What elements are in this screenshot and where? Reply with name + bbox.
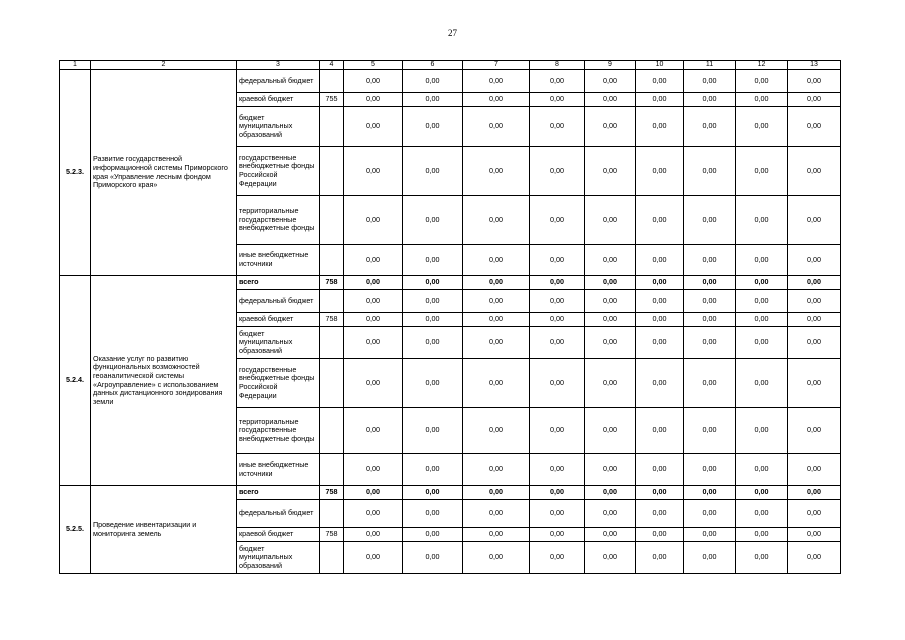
amount-cell: 0,00 <box>530 528 585 542</box>
amount-cell: 0,00 <box>788 359 841 408</box>
funding-source: федеральный бюджет <box>237 290 320 313</box>
page-number: 27 <box>448 28 457 38</box>
amount-cell: 0,00 <box>530 408 585 454</box>
column-number-cell: 3 <box>237 61 320 70</box>
amount-cell: 0,00 <box>344 276 403 290</box>
amount-cell: 0,00 <box>684 408 736 454</box>
amount-cell: 0,00 <box>403 359 463 408</box>
column-number-row <box>60 61 841 70</box>
grbs-code <box>320 147 344 196</box>
amount-cell: 0,00 <box>530 147 585 196</box>
amount-cell: 0,00 <box>530 542 585 574</box>
funding-source: всего <box>237 486 320 500</box>
amount-cell: 0,00 <box>585 196 636 245</box>
column-number-cell: 5 <box>344 61 403 70</box>
amount-cell: 0,00 <box>736 454 788 486</box>
amount-cell: 0,00 <box>344 528 403 542</box>
amount-cell: 0,00 <box>530 327 585 359</box>
funding-source: бюджет муниципальных образований <box>237 542 320 574</box>
amount-cell: 0,00 <box>684 290 736 313</box>
amount-cell: 0,00 <box>530 500 585 528</box>
amount-cell: 0,00 <box>585 245 636 276</box>
measure-code: 5.2.5. <box>60 486 91 574</box>
amount-cell: 0,00 <box>585 70 636 93</box>
amount-cell: 0,00 <box>344 290 403 313</box>
amount-cell: 0,00 <box>403 245 463 276</box>
funding-source: территориальные государственные внебюджетные фонды <box>237 408 320 454</box>
amount-cell: 0,00 <box>736 147 788 196</box>
column-number-cell: 13 <box>788 61 841 70</box>
amount-cell: 0,00 <box>463 276 530 290</box>
amount-cell: 0,00 <box>463 486 530 500</box>
table-row <box>60 70 841 93</box>
table-body <box>60 61 841 574</box>
column-number-cell: 12 <box>736 61 788 70</box>
funding-source: федеральный бюджет <box>237 500 320 528</box>
amount-cell: 0,00 <box>736 486 788 500</box>
amount-cell: 0,00 <box>636 359 684 408</box>
amount-cell: 0,00 <box>530 93 585 107</box>
amount-cell: 0,00 <box>684 70 736 93</box>
amount-cell: 0,00 <box>684 313 736 327</box>
amount-cell: 0,00 <box>736 327 788 359</box>
column-number-cell: 1 <box>60 61 91 70</box>
amount-cell: 0,00 <box>636 147 684 196</box>
amount-cell: 0,00 <box>463 147 530 196</box>
amount-cell: 0,00 <box>636 542 684 574</box>
amount-cell: 0,00 <box>636 327 684 359</box>
amount-cell: 0,00 <box>684 245 736 276</box>
grbs-code <box>320 290 344 313</box>
amount-cell: 0,00 <box>736 528 788 542</box>
amount-cell: 0,00 <box>736 500 788 528</box>
amount-cell: 0,00 <box>403 107 463 147</box>
amount-cell: 0,00 <box>463 93 530 107</box>
amount-cell: 0,00 <box>636 454 684 486</box>
amount-cell: 0,00 <box>636 93 684 107</box>
amount-cell: 0,00 <box>530 359 585 408</box>
amount-cell: 0,00 <box>684 454 736 486</box>
column-number-cell: 11 <box>684 61 736 70</box>
grbs-code <box>320 408 344 454</box>
grbs-code <box>320 196 344 245</box>
amount-cell: 0,00 <box>344 454 403 486</box>
amount-cell: 0,00 <box>585 500 636 528</box>
amount-cell: 0,00 <box>585 454 636 486</box>
amount-cell: 0,00 <box>636 408 684 454</box>
amount-cell: 0,00 <box>463 313 530 327</box>
amount-cell: 0,00 <box>736 93 788 107</box>
amount-cell: 0,00 <box>636 196 684 245</box>
amount-cell: 0,00 <box>344 500 403 528</box>
amount-cell: 0,00 <box>530 290 585 313</box>
amount-cell: 0,00 <box>788 93 841 107</box>
amount-cell: 0,00 <box>403 327 463 359</box>
amount-cell: 0,00 <box>788 486 841 500</box>
amount-cell: 0,00 <box>463 408 530 454</box>
amount-cell: 0,00 <box>344 359 403 408</box>
grbs-code <box>320 542 344 574</box>
amount-cell: 0,00 <box>788 276 841 290</box>
amount-cell: 0,00 <box>344 313 403 327</box>
amount-cell: 0,00 <box>684 528 736 542</box>
amount-cell: 0,00 <box>736 276 788 290</box>
amount-cell: 0,00 <box>463 290 530 313</box>
amount-cell: 0,00 <box>636 245 684 276</box>
funding-source: бюджет муниципальных образований <box>237 107 320 147</box>
amount-cell: 0,00 <box>788 528 841 542</box>
amount-cell: 0,00 <box>636 276 684 290</box>
funding-source: иные внебюджетные источники <box>237 454 320 486</box>
amount-cell: 0,00 <box>788 542 841 574</box>
column-number-cell: 4 <box>320 61 344 70</box>
amount-cell: 0,00 <box>684 276 736 290</box>
amount-cell: 0,00 <box>403 454 463 486</box>
amount-cell: 0,00 <box>463 327 530 359</box>
amount-cell: 0,00 <box>463 245 530 276</box>
amount-cell: 0,00 <box>636 70 684 93</box>
amount-cell: 0,00 <box>684 327 736 359</box>
amount-cell: 0,00 <box>636 500 684 528</box>
amount-cell: 0,00 <box>344 93 403 107</box>
grbs-code <box>320 359 344 408</box>
amount-cell: 0,00 <box>585 276 636 290</box>
table-row <box>60 276 841 290</box>
amount-cell: 0,00 <box>403 313 463 327</box>
measure-code: 5.2.4. <box>60 276 91 486</box>
grbs-code: 758 <box>320 313 344 327</box>
funding-source: государственные внебюджетные фонды Российской Федерации <box>237 359 320 408</box>
grbs-code <box>320 70 344 93</box>
grbs-code: 758 <box>320 276 344 290</box>
amount-cell: 0,00 <box>530 454 585 486</box>
amount-cell: 0,00 <box>344 196 403 245</box>
amount-cell: 0,00 <box>636 107 684 147</box>
measure-name: Проведение инвентаризации и мониторинга земель <box>91 486 237 574</box>
amount-cell: 0,00 <box>463 196 530 245</box>
amount-cell: 0,00 <box>403 542 463 574</box>
amount-cell: 0,00 <box>636 290 684 313</box>
amount-cell: 0,00 <box>684 542 736 574</box>
amount-cell: 0,00 <box>585 313 636 327</box>
amount-cell: 0,00 <box>736 542 788 574</box>
column-number-cell: 2 <box>91 61 237 70</box>
funding-source: краевой бюджет <box>237 313 320 327</box>
amount-cell: 0,00 <box>530 276 585 290</box>
amount-cell: 0,00 <box>684 147 736 196</box>
funding-source: иные внебюджетные источники <box>237 245 320 276</box>
amount-cell: 0,00 <box>403 486 463 500</box>
grbs-code <box>320 454 344 486</box>
amount-cell: 0,00 <box>788 454 841 486</box>
amount-cell: 0,00 <box>684 93 736 107</box>
amount-cell: 0,00 <box>788 313 841 327</box>
amount-cell: 0,00 <box>344 486 403 500</box>
measure-code: 5.2.3. <box>60 70 91 276</box>
measure-name: Оказание услуг по развитию функциональных возможностей геоаналитической системы «Агроуправление» с использованием данных дистанционного зондирования земли <box>91 276 237 486</box>
amount-cell: 0,00 <box>344 327 403 359</box>
amount-cell: 0,00 <box>344 70 403 93</box>
amount-cell: 0,00 <box>463 500 530 528</box>
table-row <box>60 486 841 500</box>
grbs-code <box>320 327 344 359</box>
amount-cell: 0,00 <box>530 107 585 147</box>
amount-cell: 0,00 <box>585 107 636 147</box>
funding-source: всего <box>237 276 320 290</box>
grbs-code: 758 <box>320 486 344 500</box>
amount-cell: 0,00 <box>585 359 636 408</box>
amount-cell: 0,00 <box>463 454 530 486</box>
funding-source: территориальные государственные внебюджетные фонды <box>237 196 320 245</box>
amount-cell: 0,00 <box>684 486 736 500</box>
measure-name: Развитие государственной информационной системы Приморского края «Управление лесным фондом Приморского края» <box>91 70 237 276</box>
funding-source: государственные внебюджетные фонды Российской Федерации <box>237 147 320 196</box>
amount-cell: 0,00 <box>403 290 463 313</box>
amount-cell: 0,00 <box>736 245 788 276</box>
amount-cell: 0,00 <box>530 313 585 327</box>
amount-cell: 0,00 <box>736 313 788 327</box>
amount-cell: 0,00 <box>463 107 530 147</box>
amount-cell: 0,00 <box>788 290 841 313</box>
amount-cell: 0,00 <box>736 70 788 93</box>
amount-cell: 0,00 <box>788 196 841 245</box>
amount-cell: 0,00 <box>344 408 403 454</box>
amount-cell: 0,00 <box>585 486 636 500</box>
amount-cell: 0,00 <box>788 245 841 276</box>
amount-cell: 0,00 <box>636 486 684 500</box>
column-number-cell: 9 <box>585 61 636 70</box>
amount-cell: 0,00 <box>585 408 636 454</box>
amount-cell: 0,00 <box>463 528 530 542</box>
amount-cell: 0,00 <box>344 542 403 574</box>
amount-cell: 0,00 <box>403 147 463 196</box>
column-number-cell: 6 <box>403 61 463 70</box>
amount-cell: 0,00 <box>585 290 636 313</box>
amount-cell: 0,00 <box>344 147 403 196</box>
amount-cell: 0,00 <box>530 245 585 276</box>
grbs-code: 758 <box>320 528 344 542</box>
amount-cell: 0,00 <box>403 196 463 245</box>
amount-cell: 0,00 <box>585 327 636 359</box>
grbs-code: 755 <box>320 93 344 107</box>
amount-cell: 0,00 <box>788 327 841 359</box>
amount-cell: 0,00 <box>736 408 788 454</box>
amount-cell: 0,00 <box>403 93 463 107</box>
amount-cell: 0,00 <box>403 276 463 290</box>
amount-cell: 0,00 <box>736 359 788 408</box>
amount-cell: 0,00 <box>344 107 403 147</box>
grbs-code <box>320 245 344 276</box>
funding-source: краевой бюджет <box>237 528 320 542</box>
amount-cell: 0,00 <box>403 408 463 454</box>
amount-cell: 0,00 <box>344 245 403 276</box>
amount-cell: 0,00 <box>585 528 636 542</box>
grbs-code <box>320 107 344 147</box>
grbs-code <box>320 500 344 528</box>
amount-cell: 0,00 <box>788 147 841 196</box>
amount-cell: 0,00 <box>585 542 636 574</box>
amount-cell: 0,00 <box>684 196 736 245</box>
amount-cell: 0,00 <box>530 70 585 93</box>
amount-cell: 0,00 <box>530 196 585 245</box>
amount-cell: 0,00 <box>684 500 736 528</box>
funding-source: бюджет муниципальных образований <box>237 327 320 359</box>
amount-cell: 0,00 <box>788 408 841 454</box>
amount-cell: 0,00 <box>636 528 684 542</box>
amount-cell: 0,00 <box>463 542 530 574</box>
amount-cell: 0,00 <box>736 107 788 147</box>
amount-cell: 0,00 <box>684 107 736 147</box>
amount-cell: 0,00 <box>788 107 841 147</box>
amount-cell: 0,00 <box>463 359 530 408</box>
amount-cell: 0,00 <box>530 486 585 500</box>
amount-cell: 0,00 <box>403 500 463 528</box>
column-number-cell: 8 <box>530 61 585 70</box>
funding-source: краевой бюджет <box>237 93 320 107</box>
amount-cell: 0,00 <box>788 500 841 528</box>
amount-cell: 0,00 <box>736 196 788 245</box>
amount-cell: 0,00 <box>403 528 463 542</box>
funding-source: федеральный бюджет <box>237 70 320 93</box>
amount-cell: 0,00 <box>585 147 636 196</box>
amount-cell: 0,00 <box>684 359 736 408</box>
amount-cell: 0,00 <box>585 93 636 107</box>
amount-cell: 0,00 <box>403 70 463 93</box>
amount-cell: 0,00 <box>463 70 530 93</box>
amount-cell: 0,00 <box>788 70 841 93</box>
amount-cell: 0,00 <box>636 313 684 327</box>
column-number-cell: 10 <box>636 61 684 70</box>
amount-cell: 0,00 <box>736 290 788 313</box>
column-number-cell: 7 <box>463 61 530 70</box>
budget-table <box>59 60 841 574</box>
